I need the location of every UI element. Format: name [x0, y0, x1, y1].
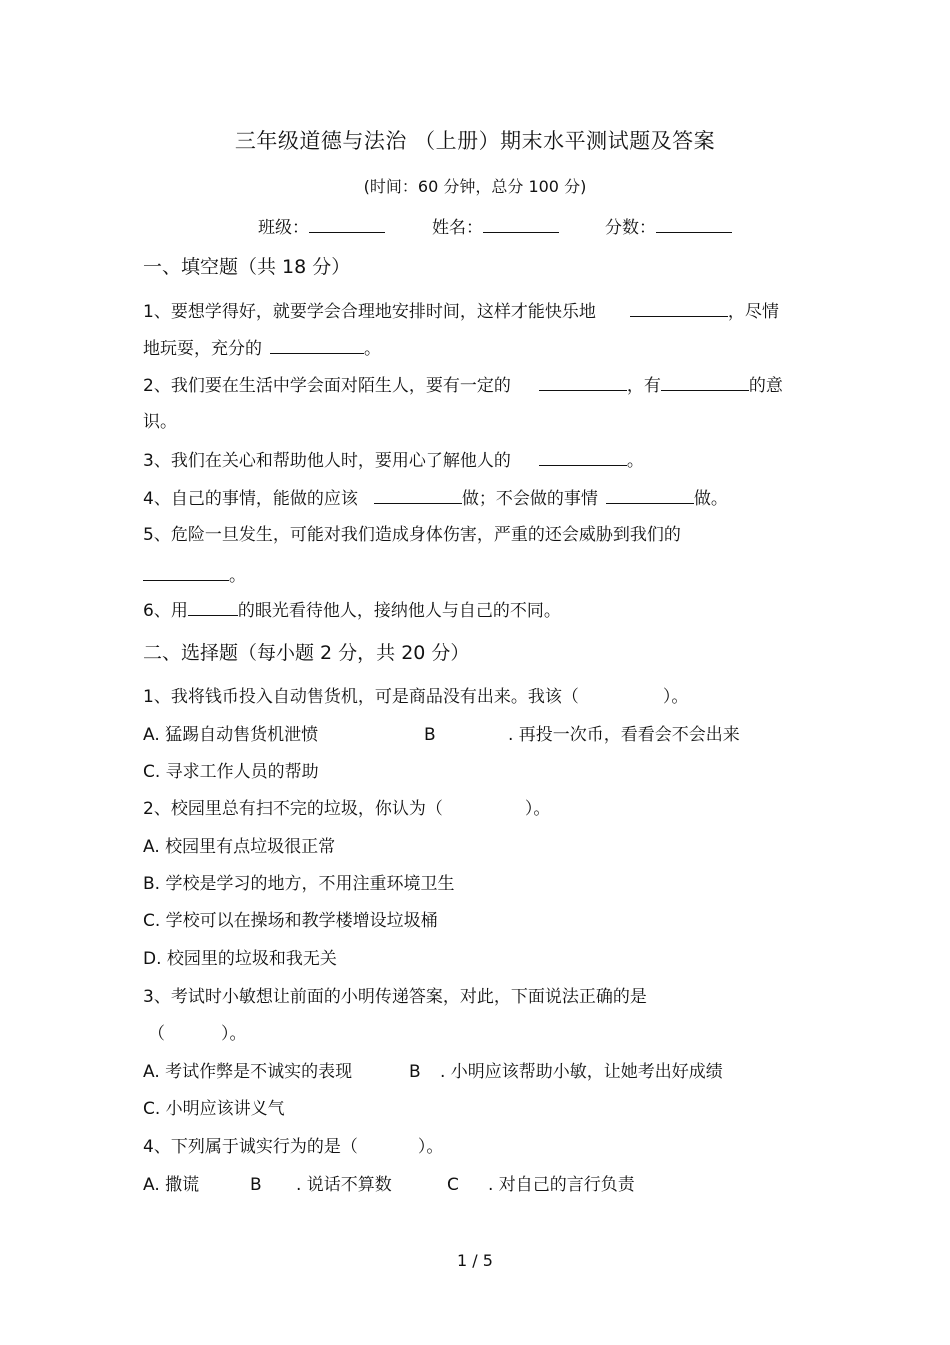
s1-q5-line2: [143, 564, 246, 587]
s2-q2-option-b: B. 学校是学习的地方，不用注重环境卫生: [143, 874, 455, 894]
s2-q1: [143, 686, 688, 708]
s2-q3-end: ）。: [221, 1024, 247, 1044]
s2-q3-option-b: . 小明应该帮助小敏，让她考出好成绩: [440, 1062, 723, 1082]
s2-q4: [143, 1136, 443, 1158]
s2-q4-option-b-letter: B: [250, 1175, 262, 1195]
s2-q1-option-a: A. 猛踢自动售货机泄愤: [143, 725, 319, 745]
s2-q2-option-d: D. 校园里的垃圾和我无关: [143, 949, 337, 969]
s2-q1-text: 1、我将钱币投入自动售货机，可是商品没有出来。我该（: [143, 687, 579, 707]
s2-q4-text: 4、下列属于诚实行为的是（: [143, 1137, 358, 1157]
name-blank: [483, 216, 559, 233]
s1-q3-text-b: 。: [626, 451, 644, 471]
s1-q2-blank1: [539, 374, 627, 391]
exam-subtitle: (时间：60 分钟，总分 100 分): [363, 177, 587, 196]
s1-q6-text-b: 的眼光看待他人，接纳他人与自己的不同。: [237, 601, 561, 621]
s2-q4-option-a: A. 撒谎: [143, 1175, 200, 1195]
score-blank: [656, 216, 732, 233]
s2-q3-paren-open: （: [148, 1024, 165, 1044]
s2-q1-end: ）。: [662, 687, 689, 707]
s1-q4-blank2: [606, 487, 694, 504]
s1-q1-line1: [143, 300, 779, 323]
s1-q1-text-a: 1、要想学得好，就要学会合理地安排时间，这样才能快乐地: [143, 302, 596, 322]
s1-q4: [143, 487, 728, 510]
s2-q3-option-a: A. 考试作弊是不诚实的表现: [143, 1062, 353, 1082]
name-field: [432, 213, 559, 238]
s1-q1-blank1: [630, 300, 728, 317]
s2-q1-option-b: . 再投一次币，看看会不会出来: [508, 725, 740, 745]
s1-q1-line2: [143, 337, 381, 360]
s1-q4-text-c: 做。: [693, 489, 728, 509]
s2-q2-end: ）。: [524, 799, 551, 819]
class-blank: [309, 216, 385, 233]
s1-q6: [143, 599, 561, 622]
s1-q5-blank: [143, 564, 229, 581]
s1-q6-text-a: 6、用: [143, 601, 188, 621]
s1-q4-blank1: [374, 487, 462, 504]
s1-q1-text-d: 。: [364, 339, 381, 359]
s1-q5-line1: 5、危险一旦发生，可能对我们造成身体伤害，严重的还会威胁到我们的: [143, 525, 681, 545]
s1-q1-blank2: [270, 337, 364, 354]
s1-q1-text-b: ，尽情: [727, 302, 779, 322]
s2-q1-option-b-letter: B: [424, 725, 436, 745]
s1-q5-text-b: 。: [229, 566, 246, 586]
section1-heading: 一、填空题（共 18 分）: [143, 256, 351, 278]
s1-q2-text-c: 的意: [748, 376, 783, 396]
s2-q2: [143, 798, 550, 820]
s2-q4-option-c: . 对自己的言行负责: [488, 1175, 635, 1195]
score-label: 分数：: [605, 218, 656, 238]
s1-q6-blank: [188, 599, 238, 616]
s1-q3-blank: [539, 449, 627, 466]
name-label: 姓名：: [432, 218, 483, 238]
s1-q2-blank2: [661, 374, 749, 391]
s1-q2-line1: [143, 374, 783, 397]
s1-q1-text-c: 地玩耍，充分的: [143, 339, 262, 359]
s2-q3-option-b-letter: B: [409, 1062, 421, 1082]
class-field: [258, 213, 385, 238]
s1-q3-text-a: 3、我们在关心和帮助他人时，要用心了解他人的: [143, 451, 511, 471]
s1-q2-text-b: ，有: [626, 376, 661, 396]
s2-q3-option-c: C. 小明应该讲义气: [143, 1099, 285, 1119]
s2-q4-option-c-letter: C: [447, 1175, 459, 1195]
s2-q1-option-c: C. 寻求工作人员的帮助: [143, 762, 319, 782]
s2-q2-option-a: A. 校园里有点垃圾很正常: [143, 837, 336, 857]
s2-q2-option-c: C. 学校可以在操场和教学楼增设垃圾桶: [143, 911, 438, 931]
s1-q4-text-a: 4、自己的事情，能做的应该: [143, 489, 358, 509]
s1-q2-line2: 识。: [143, 412, 177, 432]
s2-q4-end: ）。: [417, 1137, 444, 1157]
s1-q2-text-a: 2、我们要在生活中学会面对陌生人，要有一定的: [143, 376, 511, 396]
class-label: 班级：: [258, 218, 309, 238]
s2-q3-paren: [148, 1023, 247, 1045]
page-number: 1 / 5: [457, 1251, 493, 1270]
s1-q4-text-b: 做；不会做的事情: [461, 489, 598, 509]
score-field: [605, 213, 732, 238]
s2-q2-text: 2、校园里总有扫不完的垃圾，你认为（: [143, 799, 443, 819]
page-title: 三年级道德与法治 （上册）期末水平测试题及答案: [234, 129, 716, 153]
s2-q4-option-b: . 说话不算数: [296, 1175, 392, 1195]
section2-heading: 二、选择题（每小题 2 分，共 20 分）: [143, 642, 470, 664]
s2-q3: 3、考试时小敏想让前面的小明传递答案，对此，下面说法正确的是: [143, 987, 647, 1007]
s1-q3: [143, 449, 644, 472]
